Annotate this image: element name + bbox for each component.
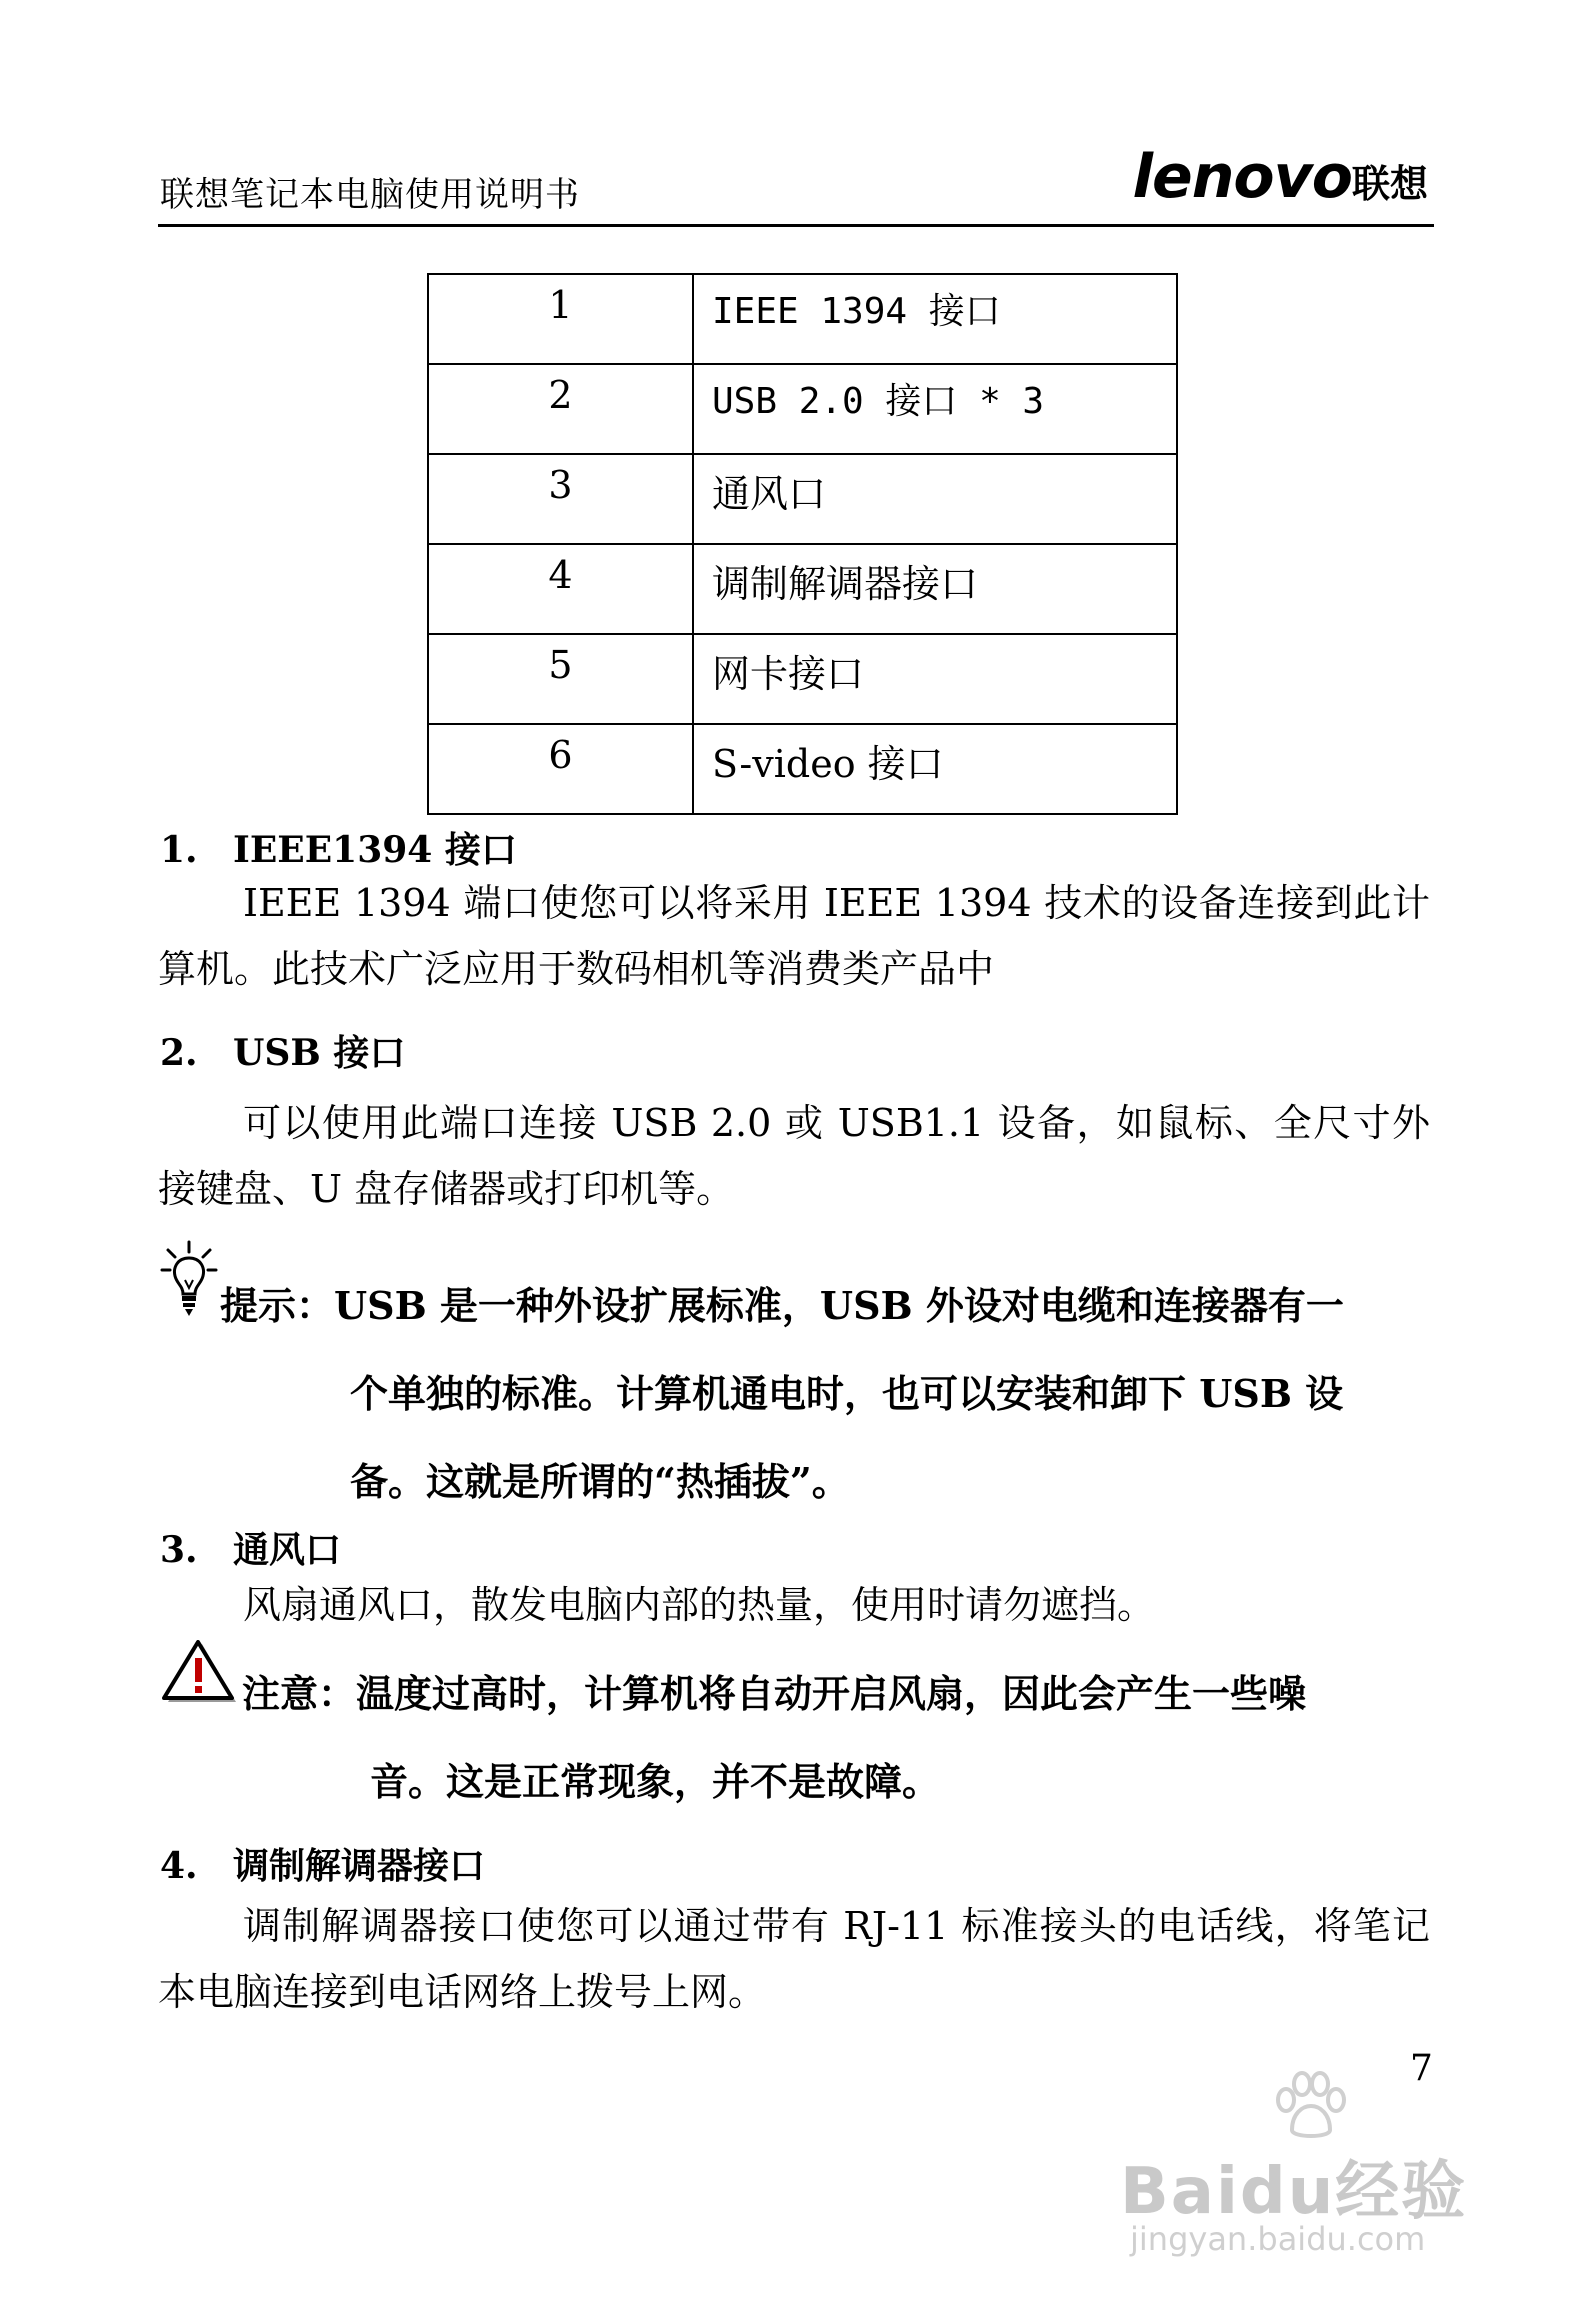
page-header	[158, 142, 1434, 227]
port-number: 1	[428, 274, 693, 364]
table-row	[428, 454, 1177, 544]
table-row	[428, 274, 1177, 364]
section-title: 通风口	[233, 1529, 342, 1571]
port-number: 6	[428, 724, 693, 814]
section-body-ieee1394: IEEE 1394 端口使您可以将采用 IEEE 1394 技术的设备连接到此计算机。此技术广泛应用于数码相机等消费类产品中	[158, 881, 1430, 991]
warning-icon	[160, 1640, 238, 1714]
section-heading-usb	[160, 1025, 405, 1076]
section-heading-ieee1394	[160, 822, 517, 873]
port-number: 2	[428, 364, 693, 454]
port-label: 调制解调器接口	[693, 544, 1177, 634]
table-row	[428, 544, 1177, 634]
section-body-vent: 风扇通风口，散发电脑内部的热量，使用时请勿遮挡。	[243, 1583, 1156, 1627]
manual-title: 联想笔记本电脑使用说明书	[160, 175, 580, 215]
lenovo-logo	[1132, 142, 1428, 212]
section-number: 3.	[160, 1529, 198, 1571]
section-title: IEEE1394 接口	[233, 829, 517, 871]
port-number: 3	[428, 454, 693, 544]
port-label: 网卡接口	[693, 634, 1177, 724]
port-number: 5	[428, 634, 693, 724]
watermark-logo: Baidu经验	[1120, 2155, 1468, 2229]
port-table	[427, 273, 1178, 815]
section-body-modem: 调制解调器接口使您可以通过带有 RJ-11 标准接头的电话线，将笔记本电脑连接到电话网络上拨号上网。	[158, 1904, 1430, 2014]
section-title: USB 接口	[233, 1032, 406, 1074]
port-label: 通风口	[693, 454, 1177, 544]
tip-line-2: 个单独的标准。计算机通电时，也可以安装和卸下 USB 设	[350, 1371, 1344, 1416]
warning-line-2: 音。这是正常现象，并不是故障。	[370, 1759, 941, 1804]
port-number: 4	[428, 544, 693, 634]
section-title: 调制解调器接口	[233, 1845, 486, 1887]
port-label: USB 2.0 接口 * 3	[693, 364, 1177, 454]
paw-icon	[1270, 2070, 1350, 2144]
logo-wordmark: lenovo	[1132, 142, 1352, 212]
section-number: 4.	[160, 1845, 198, 1887]
baidu-watermark	[1120, 2070, 1500, 2270]
watermark-url: jingyan.baidu.com	[1130, 2220, 1426, 2258]
logo-chinese: 联想	[1351, 162, 1428, 206]
table-row	[428, 364, 1177, 454]
section-number: 1.	[160, 829, 198, 871]
table-row	[428, 634, 1177, 724]
page-number: 7	[1410, 2048, 1433, 2089]
port-label: S-video 接口	[693, 724, 1177, 814]
section-heading-modem	[160, 1838, 485, 1889]
tip-line-3: 备。这就是所谓的“热插拔”。	[350, 1459, 850, 1504]
tip-line-1: 提示：USB 是一种外设扩展标准，USB 外设对电缆和连接器有一	[220, 1283, 1344, 1328]
warning-line-1: 注意：温度过高时，计算机将自动开启风扇，因此会产生一些噪	[242, 1671, 1307, 1716]
port-label: IEEE 1394 接口	[693, 274, 1177, 364]
table-row	[428, 724, 1177, 814]
lightbulb-icon	[160, 1240, 218, 1324]
section-number: 2.	[160, 1032, 198, 1074]
section-body-usb: 可以使用此端口连接 USB 2.0 或 USB1.1 设备，如鼠标、全尺寸外接键盘、U 盘存储器或打印机等。	[158, 1101, 1430, 1211]
section-heading-vent	[160, 1522, 341, 1573]
